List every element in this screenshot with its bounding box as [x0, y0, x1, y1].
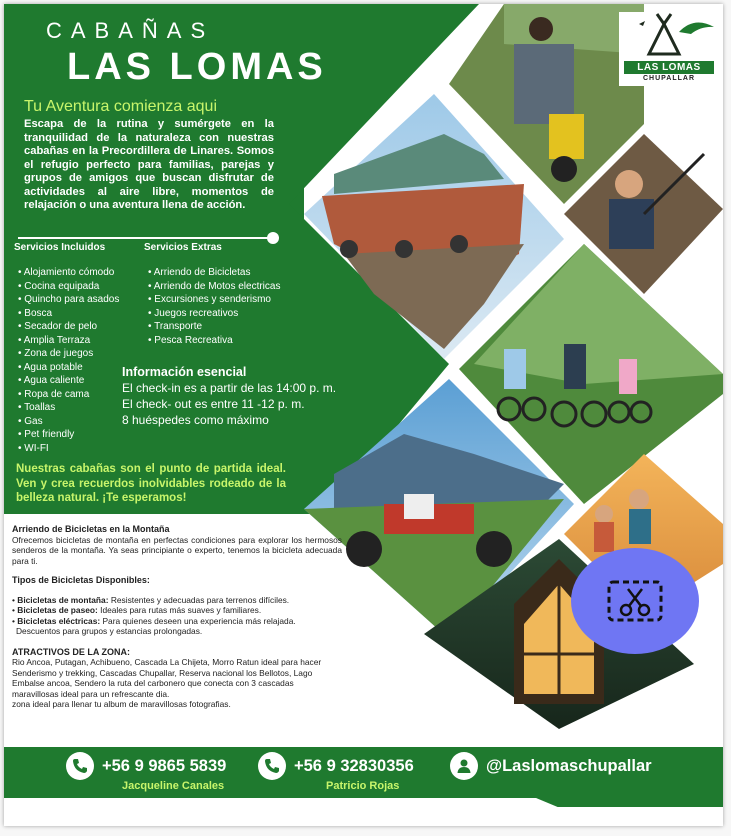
bike-type-label: Bicicletas de montaña: [17, 594, 109, 605]
bike-type-desc: Ideales para rutas más suaves y familiares. [100, 605, 262, 615]
attractions-text: Rio Ancoa, Putagan, Achibueno, Cascada La Chijeta, Morro Ratun ideal para hacer Senderismo y trekking, Cascadas Chupallar, Reserva nacional los Bellotos, Lago Embalse ancoa, Sendero la ruta del carbonero que conecta con 3 cascadas maravillosas ideal para un refrescante dia. [12, 657, 322, 699]
service-included-item: • Cocina equipada [18, 280, 119, 294]
contact-2-name: Patricio Rojas [326, 780, 400, 792]
bike-type-label: Bicicletas eléctricas: [17, 615, 101, 626]
contact-1-name: Jacqueline Canales [122, 780, 225, 792]
contact-1[interactable] [66, 752, 226, 780]
bikes-discount: Descuentos para grupos y estancias prolongadas. [16, 626, 203, 636]
brand-line2: LAS LOMAS [67, 46, 327, 88]
attractions-title: ATRACTIVOS DE LA ZONA: [12, 646, 130, 657]
services-extra-list [148, 266, 280, 347]
bike-type-desc: Resistentes y adecuadas para terrenos difíciles. [110, 594, 290, 605]
service-extra-item: • Arriendo de Bicicletas [148, 266, 280, 280]
service-included-item: • Zona de juegos [18, 347, 119, 361]
logo [619, 12, 719, 86]
services-included-list [18, 266, 119, 455]
bike-type-item: • Bicicletas de montaña: Resistentes y adecuadas para terrenos difíciles. [12, 594, 290, 605]
scissors-icon [606, 579, 664, 623]
service-included-item: • WI-FI [18, 442, 119, 456]
divider-dot [267, 232, 279, 244]
bike-types-list [12, 595, 342, 627]
service-extra-item: • Pesca Recreativa [148, 334, 280, 348]
service-included-item: • Bosca [18, 307, 119, 321]
screenshot-tool-button[interactable] [571, 548, 699, 654]
info-guests: 8 huéspedes como máximo [122, 413, 269, 427]
services-included-title: Servicios Incluidos [14, 242, 106, 253]
logo-name: LAS LOMAS [624, 61, 714, 74]
bikes-section [12, 524, 342, 710]
bikes-text: Ofrecemos bicicletas de montaña en perfectas condiciones para explorar los hermosos senderos de la montaña. Ya seas principiante o experto, tenemos la bicicleta adecuada para ti. [12, 534, 342, 566]
service-included-item: • Toallas [18, 401, 119, 415]
bikes-title: Arriendo de Bicicletas en la Montaña [12, 524, 170, 534]
contact-2-phone: +56 9 32830356 [294, 756, 414, 775]
phone-icon [258, 752, 286, 780]
user-icon [450, 752, 478, 780]
service-included-item: • Amplia Terraza [18, 334, 119, 348]
service-extra-item: • Arriendo de Motos electricas [148, 280, 280, 294]
tent-logo-icon [619, 12, 719, 60]
service-included-item: • Pet friendly [18, 428, 119, 442]
bike-type-item: • Bicicletas de paseo: Ideales para rutas más suaves y familiares. [12, 605, 262, 615]
contact-1-phone: +56 9 9865 5839 [102, 756, 227, 775]
service-included-item: • Quincho para asados [18, 293, 119, 307]
social-handle[interactable] [450, 752, 652, 780]
services-extra-title: Servicios Extras [144, 242, 222, 253]
intro-text: Escapa de la rutina y sumérgete en la tranquilidad de la naturaleza con nuestras cabañas en la Precordillera de Linares. Somos el refugio perfecto para familias, parejas y grupos de amigos que buscan disfrutar de actividades al aire libre, momentos de relajación o una aventura llena de acción. [24, 118, 274, 211]
divider [18, 237, 274, 239]
service-included-item: • Agua potable [18, 361, 119, 375]
contact-2[interactable] [258, 752, 414, 780]
service-extra-item: • Juegos recreativos [148, 307, 280, 321]
service-included-item: • Ropa de cama [18, 388, 119, 402]
service-included-item: • Agua caliente [18, 374, 119, 388]
service-included-item: • Gas [18, 415, 119, 429]
phone-icon [66, 752, 94, 780]
info-checkout: El check- out es entre 11 -12 p. m. [122, 397, 305, 411]
tagline: Tu Aventura comienza aqui [24, 98, 218, 115]
poster [4, 4, 723, 826]
service-included-item: • Secador de pelo [18, 320, 119, 334]
info-checkin: El check-in es a partir de las 14:00 p. m. [122, 381, 337, 395]
bike-type-item: • Bicicletas eléctricas: Para quienes deseen una experiencia más relajada. [12, 615, 296, 626]
bike-types-title: Tipos de Bicicletas Disponibles: [12, 575, 150, 585]
attractions-extra: zona ideal para llenar tu album de maravillosas fotografias. [12, 699, 231, 709]
bike-type-desc: Para quienes deseen una experiencia más relajada. [102, 615, 296, 626]
service-included-item: • Alojamiento cómodo [18, 266, 119, 280]
closing-text: Nuestras cabañas son el punto de partida ideal. Ven y crea recuerdos inolvidables rodeado de la belleza natural. ¡Te esperamos! [16, 463, 286, 504]
brand-line1: CABAÑAS [46, 18, 215, 43]
service-extra-item: • Transporte [148, 320, 280, 334]
info-title: Información esencial [122, 365, 247, 379]
social-handle-text: @Laslomaschupallar [486, 756, 652, 775]
logo-subtitle: CHUPALLAR [642, 75, 696, 82]
bike-type-label: Bicicletas de paseo: [17, 605, 98, 615]
service-extra-item: • Excursiones y senderismo [148, 293, 280, 307]
